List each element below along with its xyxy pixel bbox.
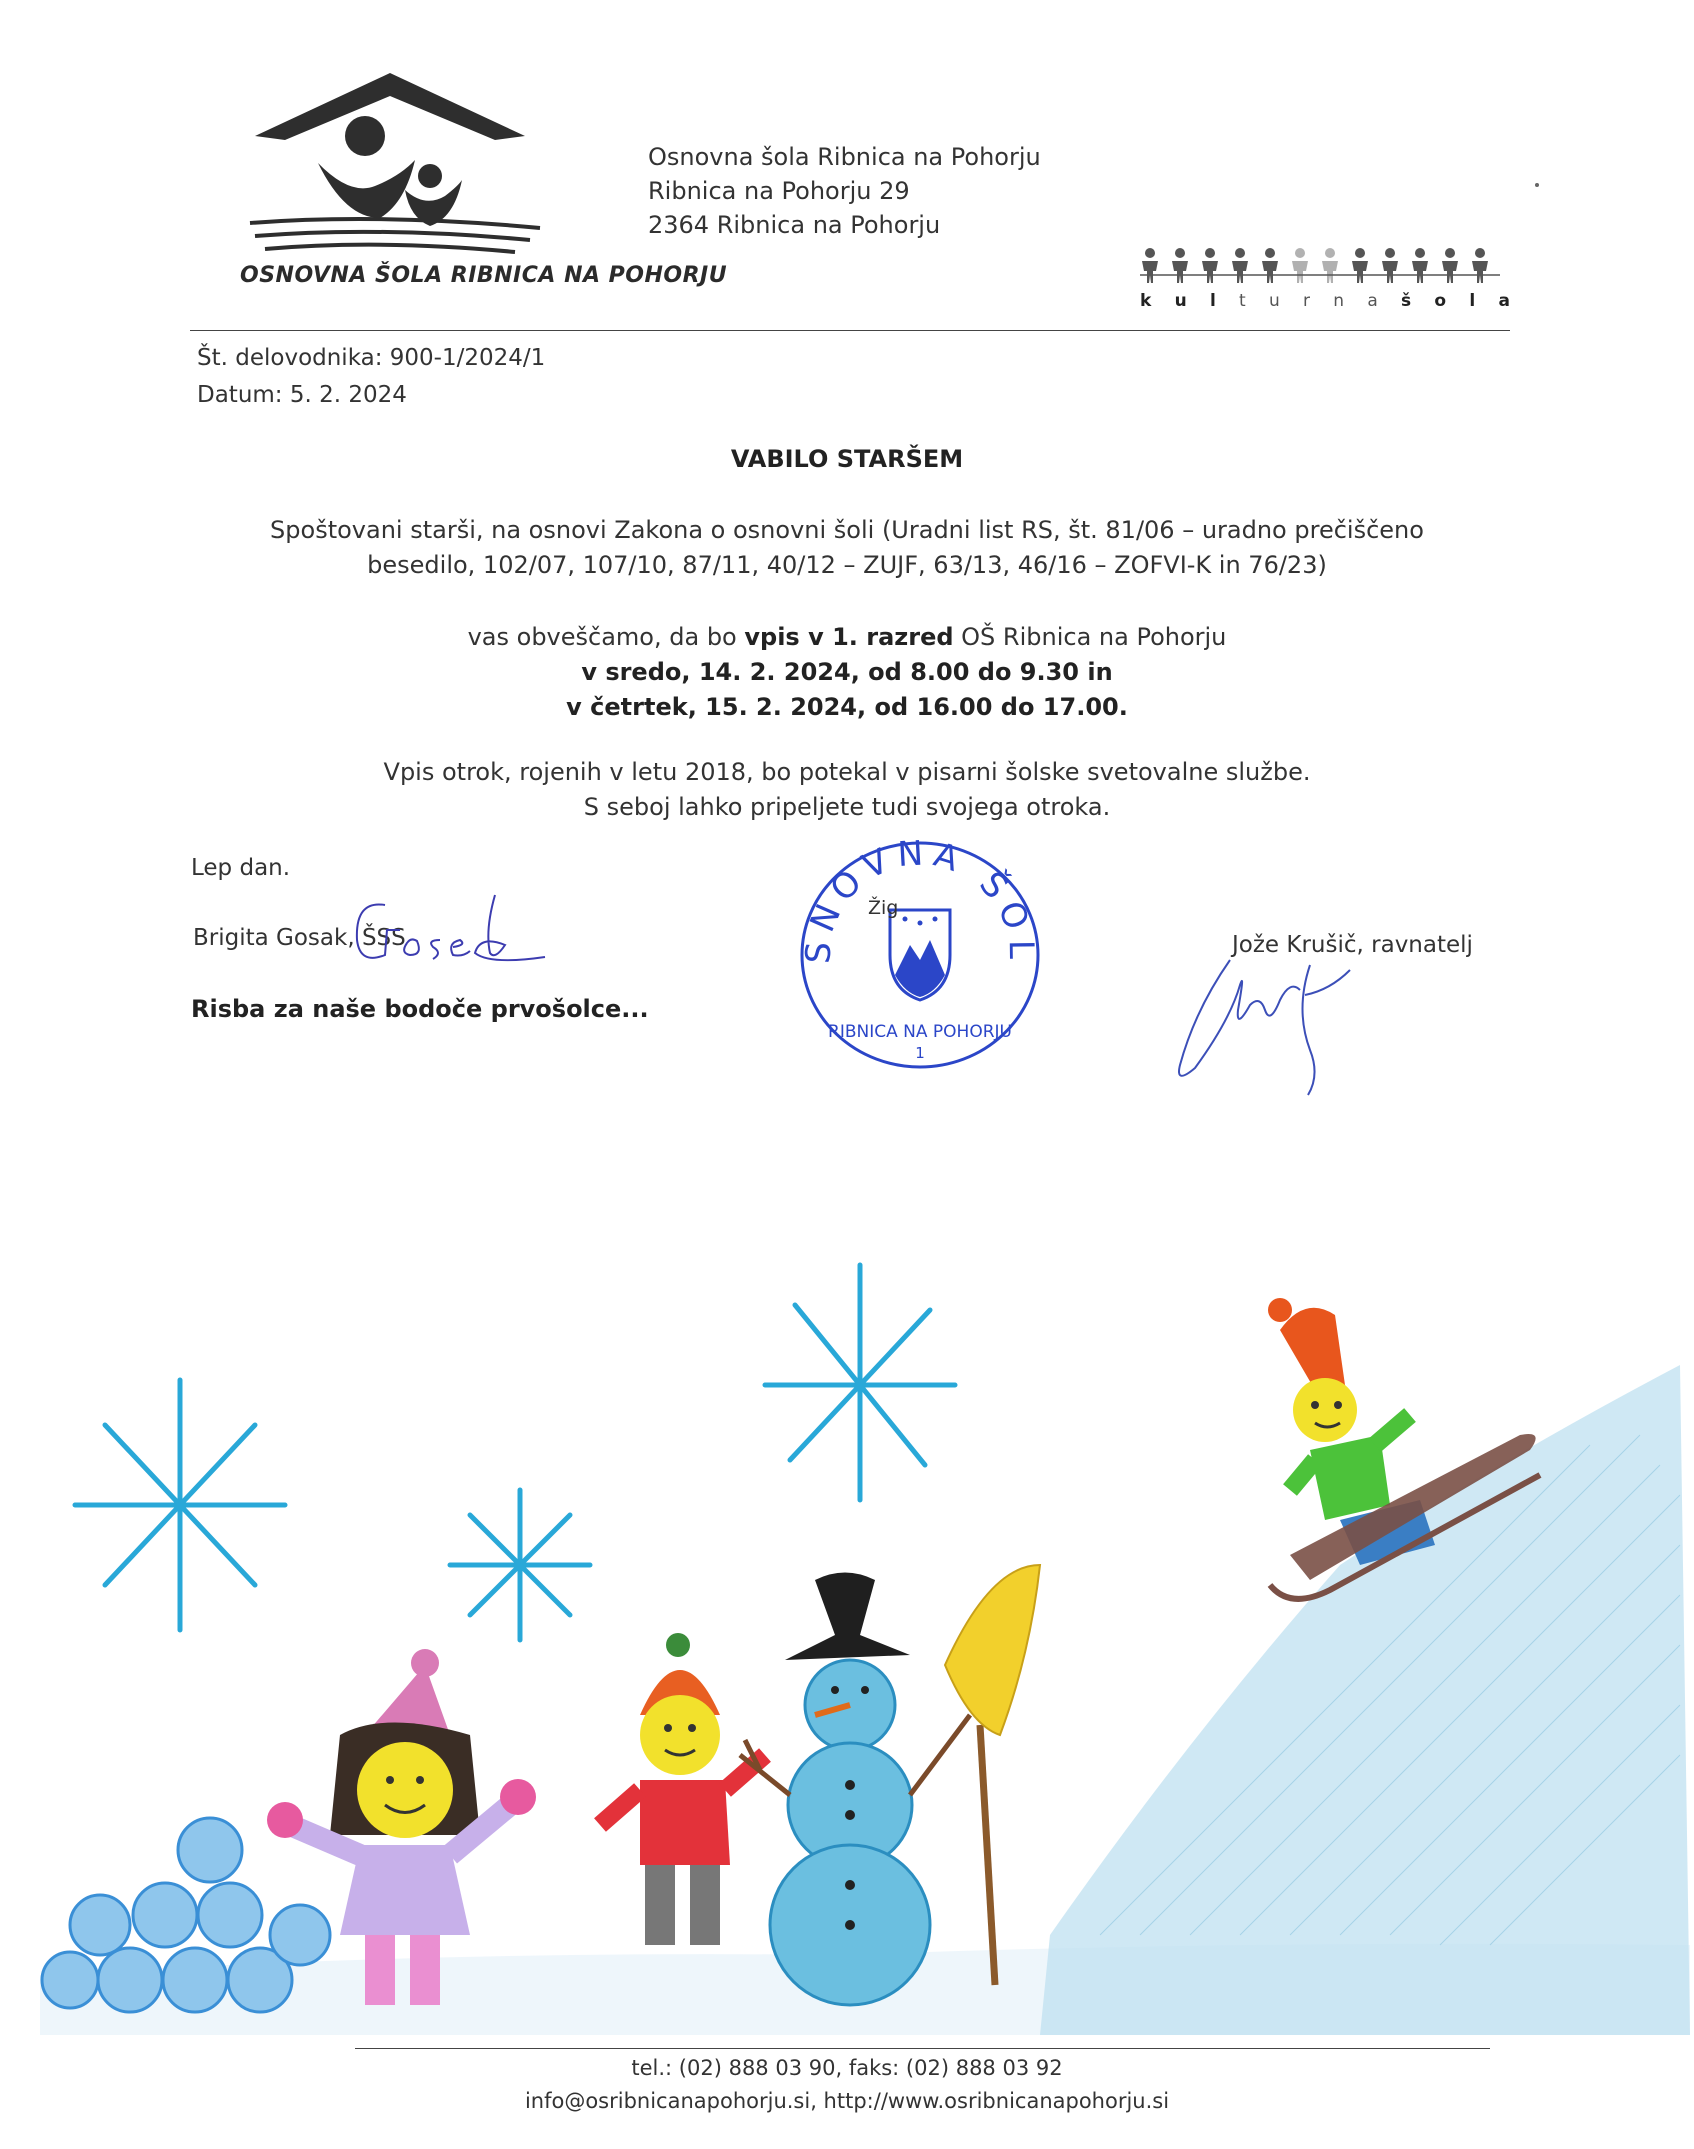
- address-line: Osnovna šola Ribnica na Pohorju: [648, 143, 1041, 171]
- scan-speck: [1535, 183, 1539, 187]
- people-row-icon: [1140, 245, 1510, 285]
- enrollment-date-2-text: v četrtek, 15. 2. 2024, od 16.00 do 17.00.: [566, 693, 1128, 721]
- delovodnik-number: Št. delovodnika: 900-1/2024/1: [197, 345, 546, 371]
- signature-gosak: [345, 885, 555, 985]
- kultura-letter: l: [1209, 291, 1216, 311]
- school-logo-icon: [240, 68, 570, 263]
- kultura-letter: l: [1469, 291, 1476, 311]
- header-divider: [190, 330, 1510, 331]
- kultura-letter: š: [1401, 291, 1412, 311]
- child-drawing: [40, 1235, 1690, 2035]
- kultura-letter: t: [1239, 291, 1246, 311]
- enrollment-bold: vpis v 1. razred: [744, 623, 954, 651]
- logo-text: OSNOVNA ŠOLA RIBNICA NA POHORJU: [240, 263, 728, 288]
- kultura-letter: k: [1140, 291, 1152, 311]
- page-title: VABILO STARŠEM: [730, 445, 964, 473]
- footer-divider: [355, 2048, 1490, 2049]
- kultura-letter: u: [1268, 291, 1280, 311]
- footer-phones: tel.: (02) 888 03 90, faks: (02) 888 03 92: [631, 2056, 1063, 2080]
- enrollment-suffix: OŠ Ribnica na Pohorju: [953, 623, 1227, 651]
- school-address: [648, 140, 1041, 242]
- enrollment-paragraph: [0, 620, 1694, 725]
- enrollment-line: [0, 620, 1694, 655]
- signature-krusic: [1170, 950, 1360, 1100]
- stamp-number: 1: [915, 1044, 925, 1062]
- kulturna-sola-word: [1140, 291, 1510, 311]
- intro-paragraph: [0, 513, 1694, 583]
- enrollment-prefix: vas obveščamo, da bo: [467, 623, 745, 651]
- stamp-place-label: Žig: [868, 897, 899, 919]
- greeting: Lep dan.: [191, 855, 291, 881]
- info-line: S seboj lahko pripeljete tudi svojega otroka.: [583, 793, 1111, 821]
- school-logo: [240, 68, 728, 308]
- enrollment-date-1-text: v sredo, 14. 2. 2024, od 8.00 do 9.30 in: [581, 658, 1113, 686]
- stamp-arc-text: SNOVNA ŠOL: [798, 833, 1042, 968]
- intro-line: besedilo, 102/07, 107/10, 87/11, 40/12 – ZUJF, 63/13, 46/16 – ZOFVI-K in 76/23): [367, 551, 1327, 579]
- enrollment-date-2: [0, 690, 1694, 725]
- kultura-letter: a: [1498, 291, 1510, 311]
- drawing-caption: Risba za naše bodoče prvošolce...: [191, 995, 649, 1023]
- signature-krusic-icon: [1170, 950, 1360, 1100]
- kultura-letter: r: [1303, 291, 1311, 311]
- address-line: 2364 Ribnica na Pohorju: [648, 211, 941, 239]
- signature-gosak-icon: [345, 885, 555, 985]
- winter-drawing-illustration: [40, 1235, 1690, 2035]
- intro-line: Spoštovani starši, na osnovi Zakona o osnovni šoli (Uradni list RS, št. 81/06 – uradno prečiščeno: [270, 516, 1424, 544]
- kultura-letter: o: [1434, 291, 1447, 311]
- kultura-letter: u: [1174, 291, 1187, 311]
- signatory-left: Brigita Gosak, ŠSS: [193, 925, 406, 951]
- kulturna-sola-logo: [1140, 245, 1510, 317]
- stamp-bottom-text: RIBNICA NA POHORJU: [828, 1022, 1012, 1042]
- info-line: Vpis otrok, rojenih v letu 2018, bo potekal v pisarni šolske svetovalne službe.: [383, 758, 1311, 786]
- school-stamp: [770, 815, 1070, 1075]
- stamp-icon: [770, 815, 1070, 1075]
- footer-contacts: info@osribnicanapohorju.si, http://www.osribnicanapohorju.si: [524, 2089, 1170, 2113]
- kultura-letter: a: [1367, 291, 1378, 311]
- document-meta: [197, 340, 545, 414]
- enrollment-date-1: [0, 655, 1694, 690]
- document-date: Datum: 5. 2. 2024: [197, 382, 407, 408]
- kultura-letter: n: [1333, 291, 1345, 311]
- signatory-right: Jože Krušič, ravnatelj: [1232, 932, 1473, 958]
- address-line: Ribnica na Pohorju 29: [648, 177, 910, 205]
